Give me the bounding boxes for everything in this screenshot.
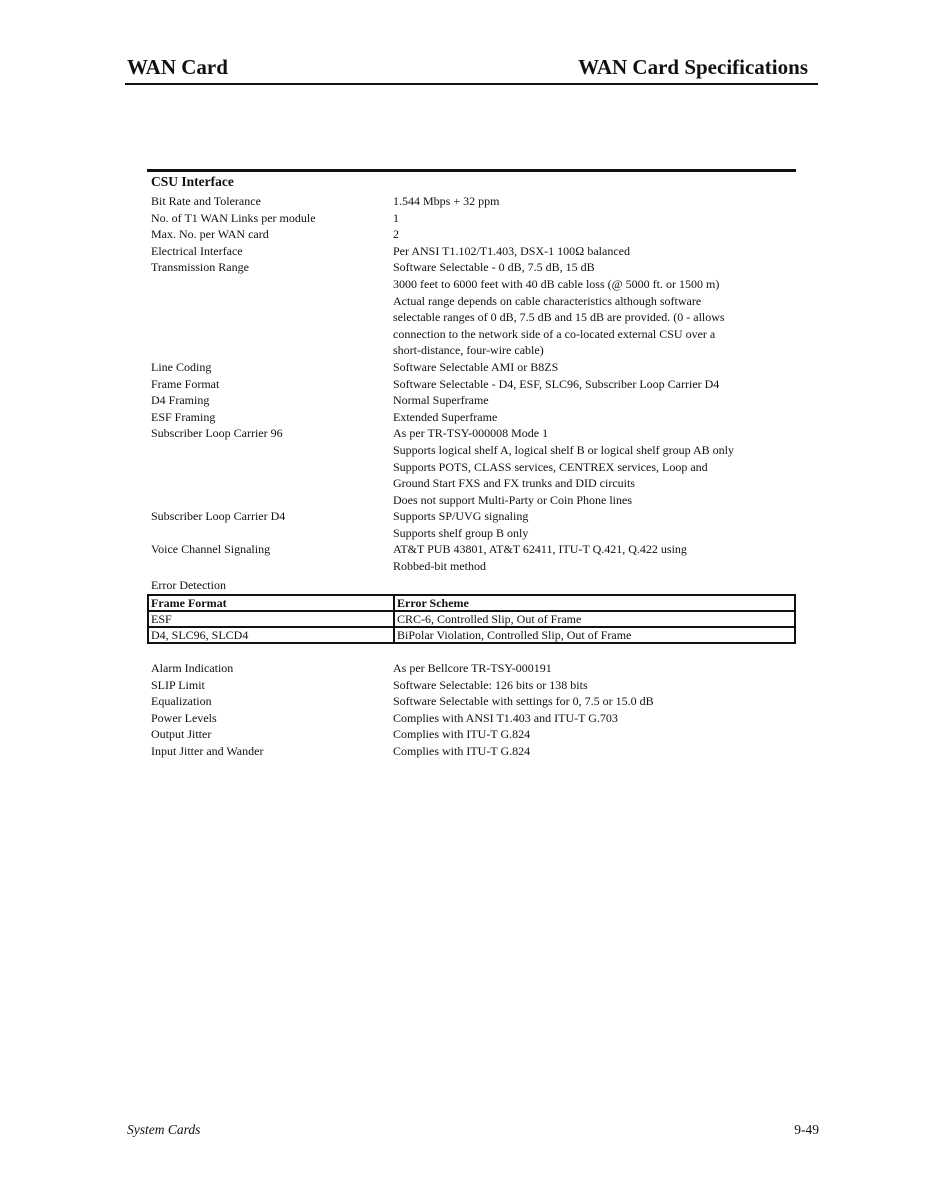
table-cell-frame-format: D4, SLC96, SLCD4 [148, 627, 394, 643]
spec-value-line: Software Selectable - D4, ESF, SLC96, Subscriber Loop Carrier D4 [393, 376, 720, 391]
spec-value [393, 359, 796, 376]
spec-label: Frame Format [151, 376, 220, 391]
spec-value: Complies with ITU-T G.824 [393, 727, 531, 742]
spec-label: Voice Channel Signaling [151, 542, 271, 557]
spec-value-line: AT&T PUB 43801, AT&T 62411, ITU-T Q.421, Q.422 using [393, 542, 687, 557]
spec-value: Complies with ITU-T G.824 [393, 743, 531, 758]
spec-value-line: Software Selectable AMI or B8ZS [393, 359, 559, 374]
spec-value-line: 2 [393, 227, 399, 242]
spec-row [151, 541, 796, 574]
spec-label: Power Levels [151, 710, 217, 725]
spec-row [151, 677, 796, 694]
spec-value-line: Software Selectable - 0 dB, 7.5 dB, 15 dB [393, 260, 595, 275]
table-cell-frame-format: ESF [148, 611, 394, 627]
footer-page-number: 9-49 [794, 1122, 819, 1137]
spec-value-line: Normal Superframe [393, 393, 489, 408]
error-detection-label: Error Detection [151, 578, 226, 592]
spec-row [151, 660, 796, 677]
spec-value-line: Actual range depends on cable characteristics although software [393, 293, 702, 308]
spec-row [151, 726, 796, 743]
spec-label: No. of T1 WAN Links per module [151, 210, 316, 225]
spec-value-line: 1.544 Mbps + 32 ppm [393, 194, 500, 208]
spec-label: Line Coding [151, 359, 212, 374]
page-header-title: WAN Card [127, 55, 228, 79]
spec-label: Subscriber Loop Carrier D4 [151, 509, 286, 524]
spec-value [393, 259, 796, 359]
spec-value-line: Supports logical shelf A, logical shelf B or logical shelf group AB only [393, 442, 734, 457]
spec-value [393, 193, 796, 210]
spec-label: D4 Framing [151, 393, 210, 408]
spec-value-line: Per ANSI T1.102/T1.403, DSX-1 100Ω balanced [393, 243, 630, 258]
spec-list [151, 193, 796, 575]
spec-value-line: connection to the network side of a co-located external CSU over a [393, 326, 716, 341]
spec-value [393, 508, 796, 541]
spec-row [151, 743, 796, 760]
spec-label: Max. No. per WAN card [151, 227, 269, 242]
spec-label: Alarm Indication [151, 661, 234, 675]
spec-label: Input Jitter and Wander [151, 743, 264, 758]
spec-value: As per Bellcore TR-TSY-000191 [393, 661, 552, 675]
table-row [148, 611, 795, 627]
spec-row [151, 359, 796, 376]
section-title: CSU Interface [151, 174, 234, 189]
table-header-row [148, 595, 795, 611]
spec-value-line: 1 [393, 210, 399, 225]
spec-row [151, 193, 796, 210]
spec-row [151, 392, 796, 409]
spec-value: Software Selectable with settings for 0, 7.5 or 15.0 dB [393, 694, 654, 709]
spec-value [393, 425, 796, 508]
spec-value-line: Supports POTS, CLASS services, CENTREX services, Loop and [393, 459, 708, 474]
spec-value [393, 243, 796, 260]
spec-row [151, 425, 796, 508]
spec-value-line: As per TR-TSY-000008 Mode 1 [393, 426, 549, 441]
spec-value: Complies with ANSI T1.403 and ITU-T G.703 [393, 710, 618, 725]
spec-value [393, 409, 796, 426]
spec-value-line: Supports SP/UVG signaling [393, 509, 529, 524]
spec-value-line: selectable ranges of 0 dB, 7.5 dB and 15 dB are provided. (0 - allows [393, 310, 725, 325]
spec-label: Bit Rate and Tolerance [151, 194, 261, 208]
spec-list-secondary [151, 660, 796, 760]
table-cell-error-scheme: BiPolar Violation, Controlled Slip, Out of Frame [394, 627, 795, 643]
spec-row [151, 508, 796, 541]
spec-row [151, 409, 796, 426]
table-header-error-scheme: Error Scheme [394, 595, 795, 611]
spec-value-line: Supports shelf group B only [393, 525, 529, 540]
spec-row [151, 259, 796, 359]
header-rule [125, 83, 818, 85]
spec-value-line: 3000 feet to 6000 feet with 40 dB cable loss (@ 5000 ft. or 1500 m) [393, 276, 720, 291]
spec-row [151, 226, 796, 243]
spec-value-line: Extended Superframe [393, 409, 498, 424]
table-row [148, 627, 795, 643]
spec-label: Equalization [151, 694, 212, 709]
spec-value: Software Selectable: 126 bits or 138 bits [393, 677, 588, 692]
spec-label: Output Jitter [151, 727, 212, 742]
spec-row [151, 243, 796, 260]
page-header-section: WAN Card Specifications [578, 55, 808, 79]
table-cell-error-scheme: CRC-6, Controlled Slip, Out of Frame [394, 611, 795, 627]
spec-value [393, 392, 796, 409]
spec-row [151, 210, 796, 227]
spec-value-line: short-distance, four-wire cable) [393, 343, 544, 358]
table-header-frame-format: Frame Format [148, 595, 394, 611]
spec-row [151, 376, 796, 393]
spec-value [393, 210, 796, 227]
spec-label: Transmission Range [151, 260, 249, 275]
spec-value-line: Ground Start FXS and FX trunks and DID circuits [393, 476, 635, 491]
spec-label: Subscriber Loop Carrier 96 [151, 426, 283, 441]
spec-value [393, 226, 796, 243]
footer-chapter: System Cards [127, 1122, 201, 1137]
spec-label: ESF Framing [151, 409, 216, 424]
spec-row [151, 693, 796, 710]
section-rule [147, 169, 796, 172]
spec-row [151, 710, 796, 727]
spec-value [393, 376, 796, 393]
spec-label: Electrical Interface [151, 243, 243, 258]
spec-label: SLIP Limit [151, 677, 205, 692]
spec-value [393, 541, 796, 574]
error-detection-table [147, 594, 796, 644]
spec-value-line: Robbed-bit method [393, 559, 486, 574]
spec-value-line: Does not support Multi-Party or Coin Phone lines [393, 492, 632, 507]
